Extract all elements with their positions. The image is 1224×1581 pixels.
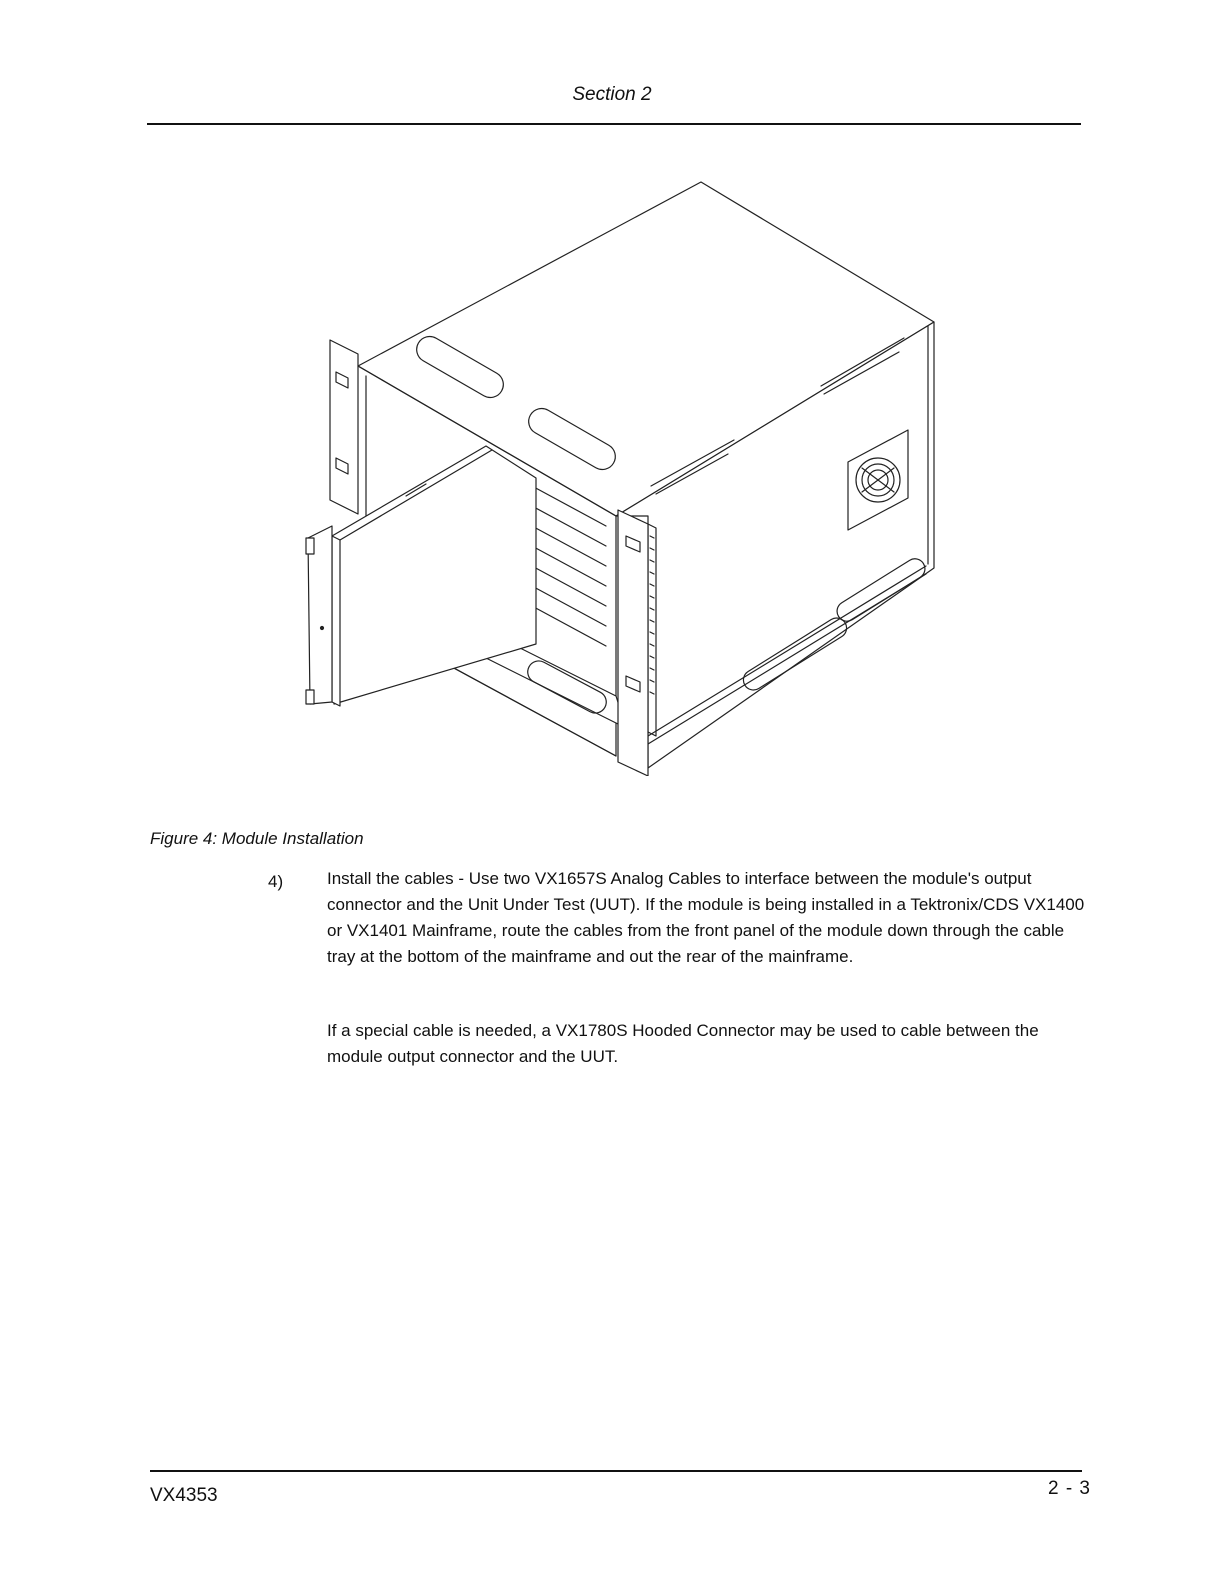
step-number: 4) [268, 872, 284, 891]
section-title: Section 2 [572, 84, 652, 105]
left-rack-ear [330, 340, 358, 514]
figure-caption: Figure 4: Module Installation [150, 829, 364, 848]
module-installation-illustration [296, 176, 966, 776]
footer-model: VX4353 [150, 1485, 218, 1506]
right-rack-ear [618, 510, 648, 776]
header-divider [147, 123, 1081, 125]
footer-page-number: 2 - 3 [1047, 1478, 1091, 1499]
step-paragraph-1: Install the cables - Use two VX1657S Analog Cables to interface between the module's output connector and the Unit Under Test (UUT). If the module is being installed in a Tektronix/CDS VX1400 or VX1401 Mainframe, route the cables from the front panel of the module down through the cable tray at the bottom of the mainframe and out the rear of the mainframe. [327, 869, 1085, 966]
step-paragraph-2: If a special cable is needed, a VX1780S Hooded Connector may be used to cable between the module output connector and the UUT. [327, 1021, 1039, 1066]
footer-divider [150, 1470, 1082, 1472]
